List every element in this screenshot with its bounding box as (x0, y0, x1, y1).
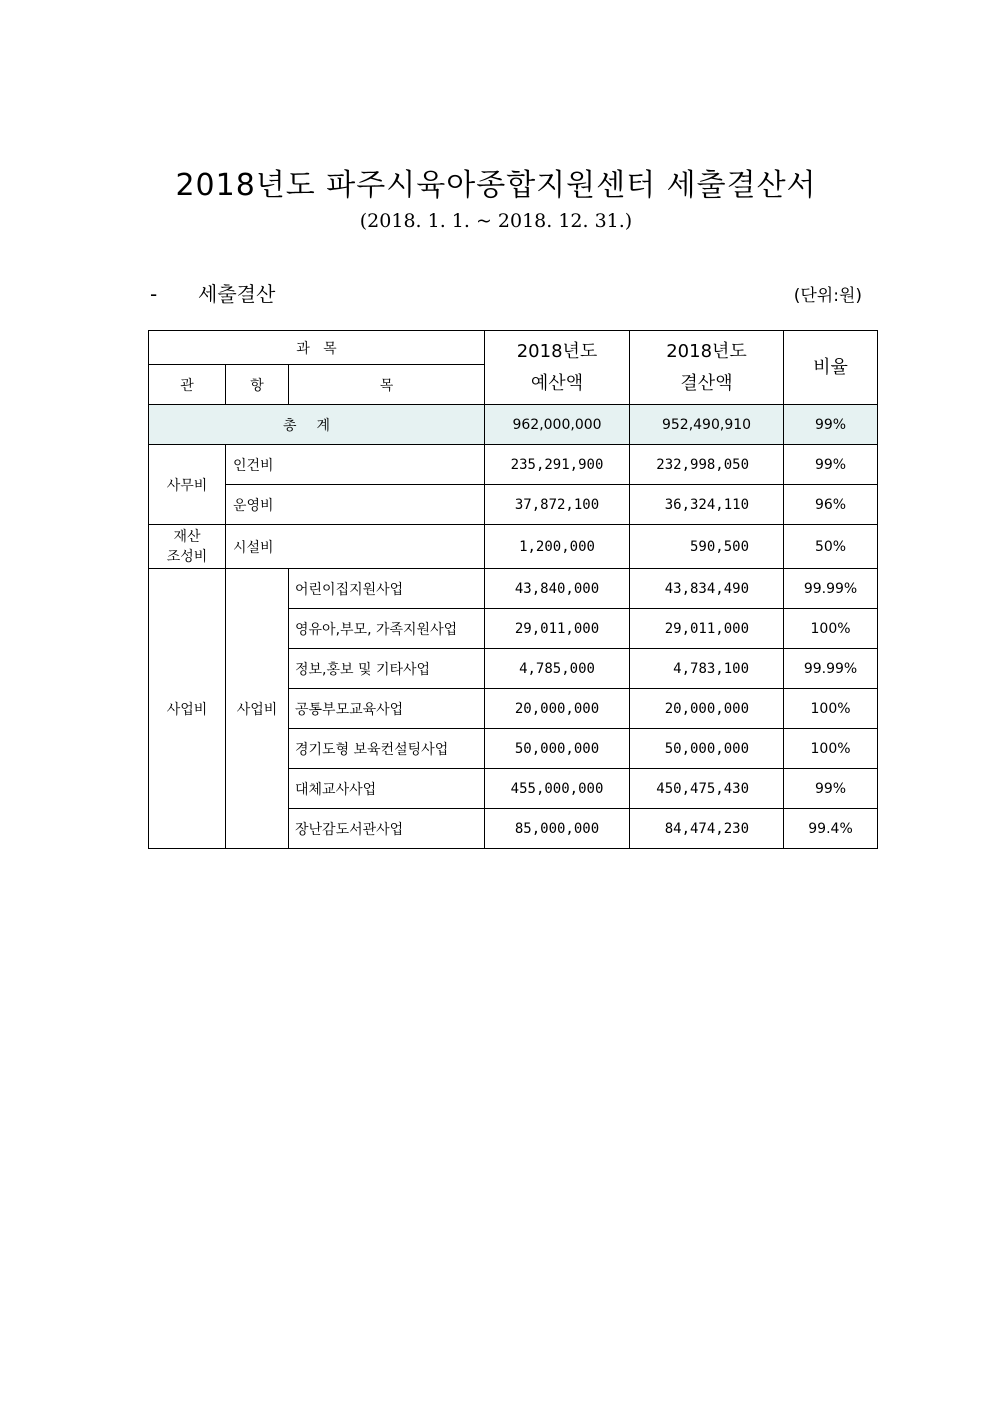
row-budget: 455,000,000 (485, 769, 630, 809)
row-ratio: 100% (784, 729, 878, 769)
row-budget: 20,000,000 (485, 689, 630, 729)
section-title: 세출결산 (198, 282, 276, 306)
row-item: 공통부모교육사업 (289, 689, 485, 729)
row-budget: 1,200,000 (485, 525, 630, 569)
group-office: 사무비 (149, 445, 226, 525)
document-title: 2018년도 파주시육아종합지원센터 세출결산서 (175, 168, 817, 203)
unit-label: (단위:원) (793, 286, 862, 306)
row-settled: 43,834,490 (630, 569, 784, 609)
table-row (149, 485, 878, 525)
header-ratio: 비율 (784, 331, 878, 405)
group-business-gwan: 사업비 (149, 569, 226, 849)
section-heading (150, 278, 275, 307)
row-budget: 29,011,000 (485, 609, 630, 649)
row-settled: 50,000,000 (630, 729, 784, 769)
total-label: 총계 (282, 417, 351, 434)
total-row (149, 405, 878, 445)
row-ratio: 100% (784, 689, 878, 729)
row-item: 대체교사사업 (289, 769, 485, 809)
total-label-cell (149, 405, 485, 445)
row-ratio: 99% (784, 445, 878, 485)
header-subject: 과 목 (149, 331, 485, 365)
row-ratio: 96% (784, 485, 878, 525)
row-budget: 85,000,000 (485, 809, 630, 849)
row-budget: 4,785,000 (485, 649, 630, 689)
total-settled: 952,490,910 (630, 405, 784, 445)
expenditure-table (148, 330, 878, 849)
row-item: 장난감도서관사업 (289, 809, 485, 849)
row-ratio: 50% (784, 525, 878, 569)
table-row (149, 525, 878, 569)
row-item: 영유아,부모, 가족지원사업 (289, 609, 485, 649)
group-property-line1: 재산 (173, 528, 201, 545)
document-period: (2018. 1. 1. ~ 2018. 12. 31.) (359, 210, 633, 232)
row-item: 정보,홍보 및 기타사업 (289, 649, 485, 689)
row-settled: 36,324,110 (630, 485, 784, 525)
group-property (149, 525, 226, 569)
row-ratio: 99.99% (784, 569, 878, 609)
table-row (149, 569, 878, 609)
row-settled: 29,011,000 (630, 609, 784, 649)
table-row (149, 445, 878, 485)
row-budget: 235,291,900 (485, 445, 630, 485)
row-item: 인건비 (226, 445, 485, 485)
header-hang: 항 (226, 365, 289, 405)
header-budget-line2: 예산액 (530, 372, 584, 394)
row-settled: 590,500 (630, 525, 784, 569)
header-mok: 목 (289, 365, 485, 405)
header-settled (630, 331, 784, 405)
row-ratio: 100% (784, 609, 878, 649)
group-business-hang: 사업비 (226, 569, 289, 849)
header-row-1 (149, 331, 878, 365)
total-ratio: 99% (784, 405, 878, 445)
row-ratio: 99% (784, 769, 878, 809)
group-property-line2: 조성비 (166, 548, 208, 565)
row-settled: 450,475,430 (630, 769, 784, 809)
header-gwan: 관 (149, 365, 226, 405)
header-budget-line1: 2018년도 (516, 340, 598, 362)
row-item: 어린이집지원사업 (289, 569, 485, 609)
row-budget: 50,000,000 (485, 729, 630, 769)
row-settled: 20,000,000 (630, 689, 784, 729)
row-item: 운영비 (226, 485, 485, 525)
row-settled: 4,783,100 (630, 649, 784, 689)
row-ratio: 99.4% (784, 809, 878, 849)
row-ratio: 99.99% (784, 649, 878, 689)
row-item: 시설비 (226, 525, 485, 569)
header-settled-line1: 2018년도 (666, 340, 747, 362)
row-item: 경기도형 보육컨설팅사업 (289, 729, 485, 769)
header-budget (485, 331, 630, 405)
total-budget: 962,000,000 (485, 405, 630, 445)
header-settled-line2: 결산액 (680, 372, 733, 394)
row-settled: 84,474,230 (630, 809, 784, 849)
row-settled: 232,998,050 (630, 445, 784, 485)
row-budget: 37,872,100 (485, 485, 630, 525)
section-dash: - (150, 282, 158, 306)
row-budget: 43,840,000 (485, 569, 630, 609)
